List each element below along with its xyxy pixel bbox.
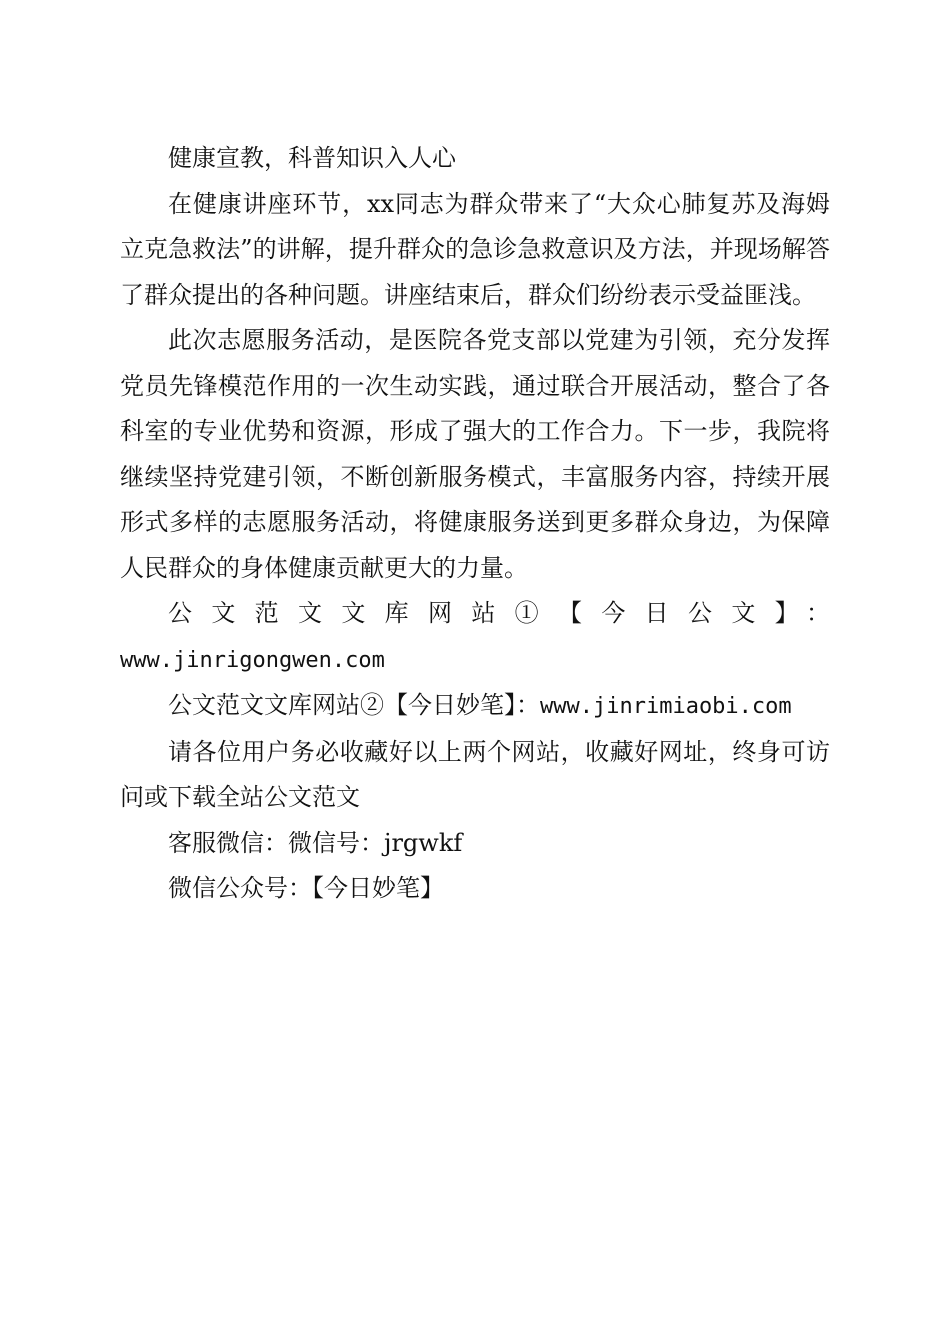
wechat-service: 客服微信：微信号：jrgwkf xyxy=(168,828,463,857)
site-1-url xyxy=(120,637,830,684)
document-body xyxy=(120,136,830,912)
paragraph-summary: 此次志愿服务活动，是医院各党支部以党建为引领，充分发挥党员先锋模范作用的一次生动实践，通过联合开展活动，整合了各科室的专业优势和资源，形成了强大的工作合力。下一步，我院将继续坚持党建引领，不断创新服务模式，丰富服务内容，持续开展形式多样的志愿服务活动，将健康服务送到更多群众身边，为保障人民群众的身体健康贡献更大的力量。 xyxy=(120,326,830,582)
site-1-label: 公文范文文库网站①【今日公文】： xyxy=(168,599,830,627)
site-1-url-text: www.jinrigongwen.com xyxy=(120,647,385,673)
bookmark-notice: 请各位用户务必收藏好以上两个网站，收藏好网址，终身可访问或下载全站公文范文 xyxy=(120,737,830,811)
paragraph-lecture: 在健康讲座环节，xx同志为群众带来了“大众心肺复苏及海姆立克急救法”的讲解，提升群众的急诊急救意识及方法，并现场解答了群众提出的各种问题。讲座结束后，群众们纷纷表示受益匪浅。 xyxy=(120,189,830,309)
site-2-label: 公文范文文库网站②【今日妙笔】： xyxy=(168,691,540,719)
site-2-url: www.jinrimiaobi.com xyxy=(540,694,792,719)
section-heading: 健康宣教，科普知识入人心 xyxy=(168,144,456,172)
wechat-official-account: 微信公众号：【今日妙笔】 xyxy=(168,874,444,902)
site-2-line xyxy=(120,683,830,730)
